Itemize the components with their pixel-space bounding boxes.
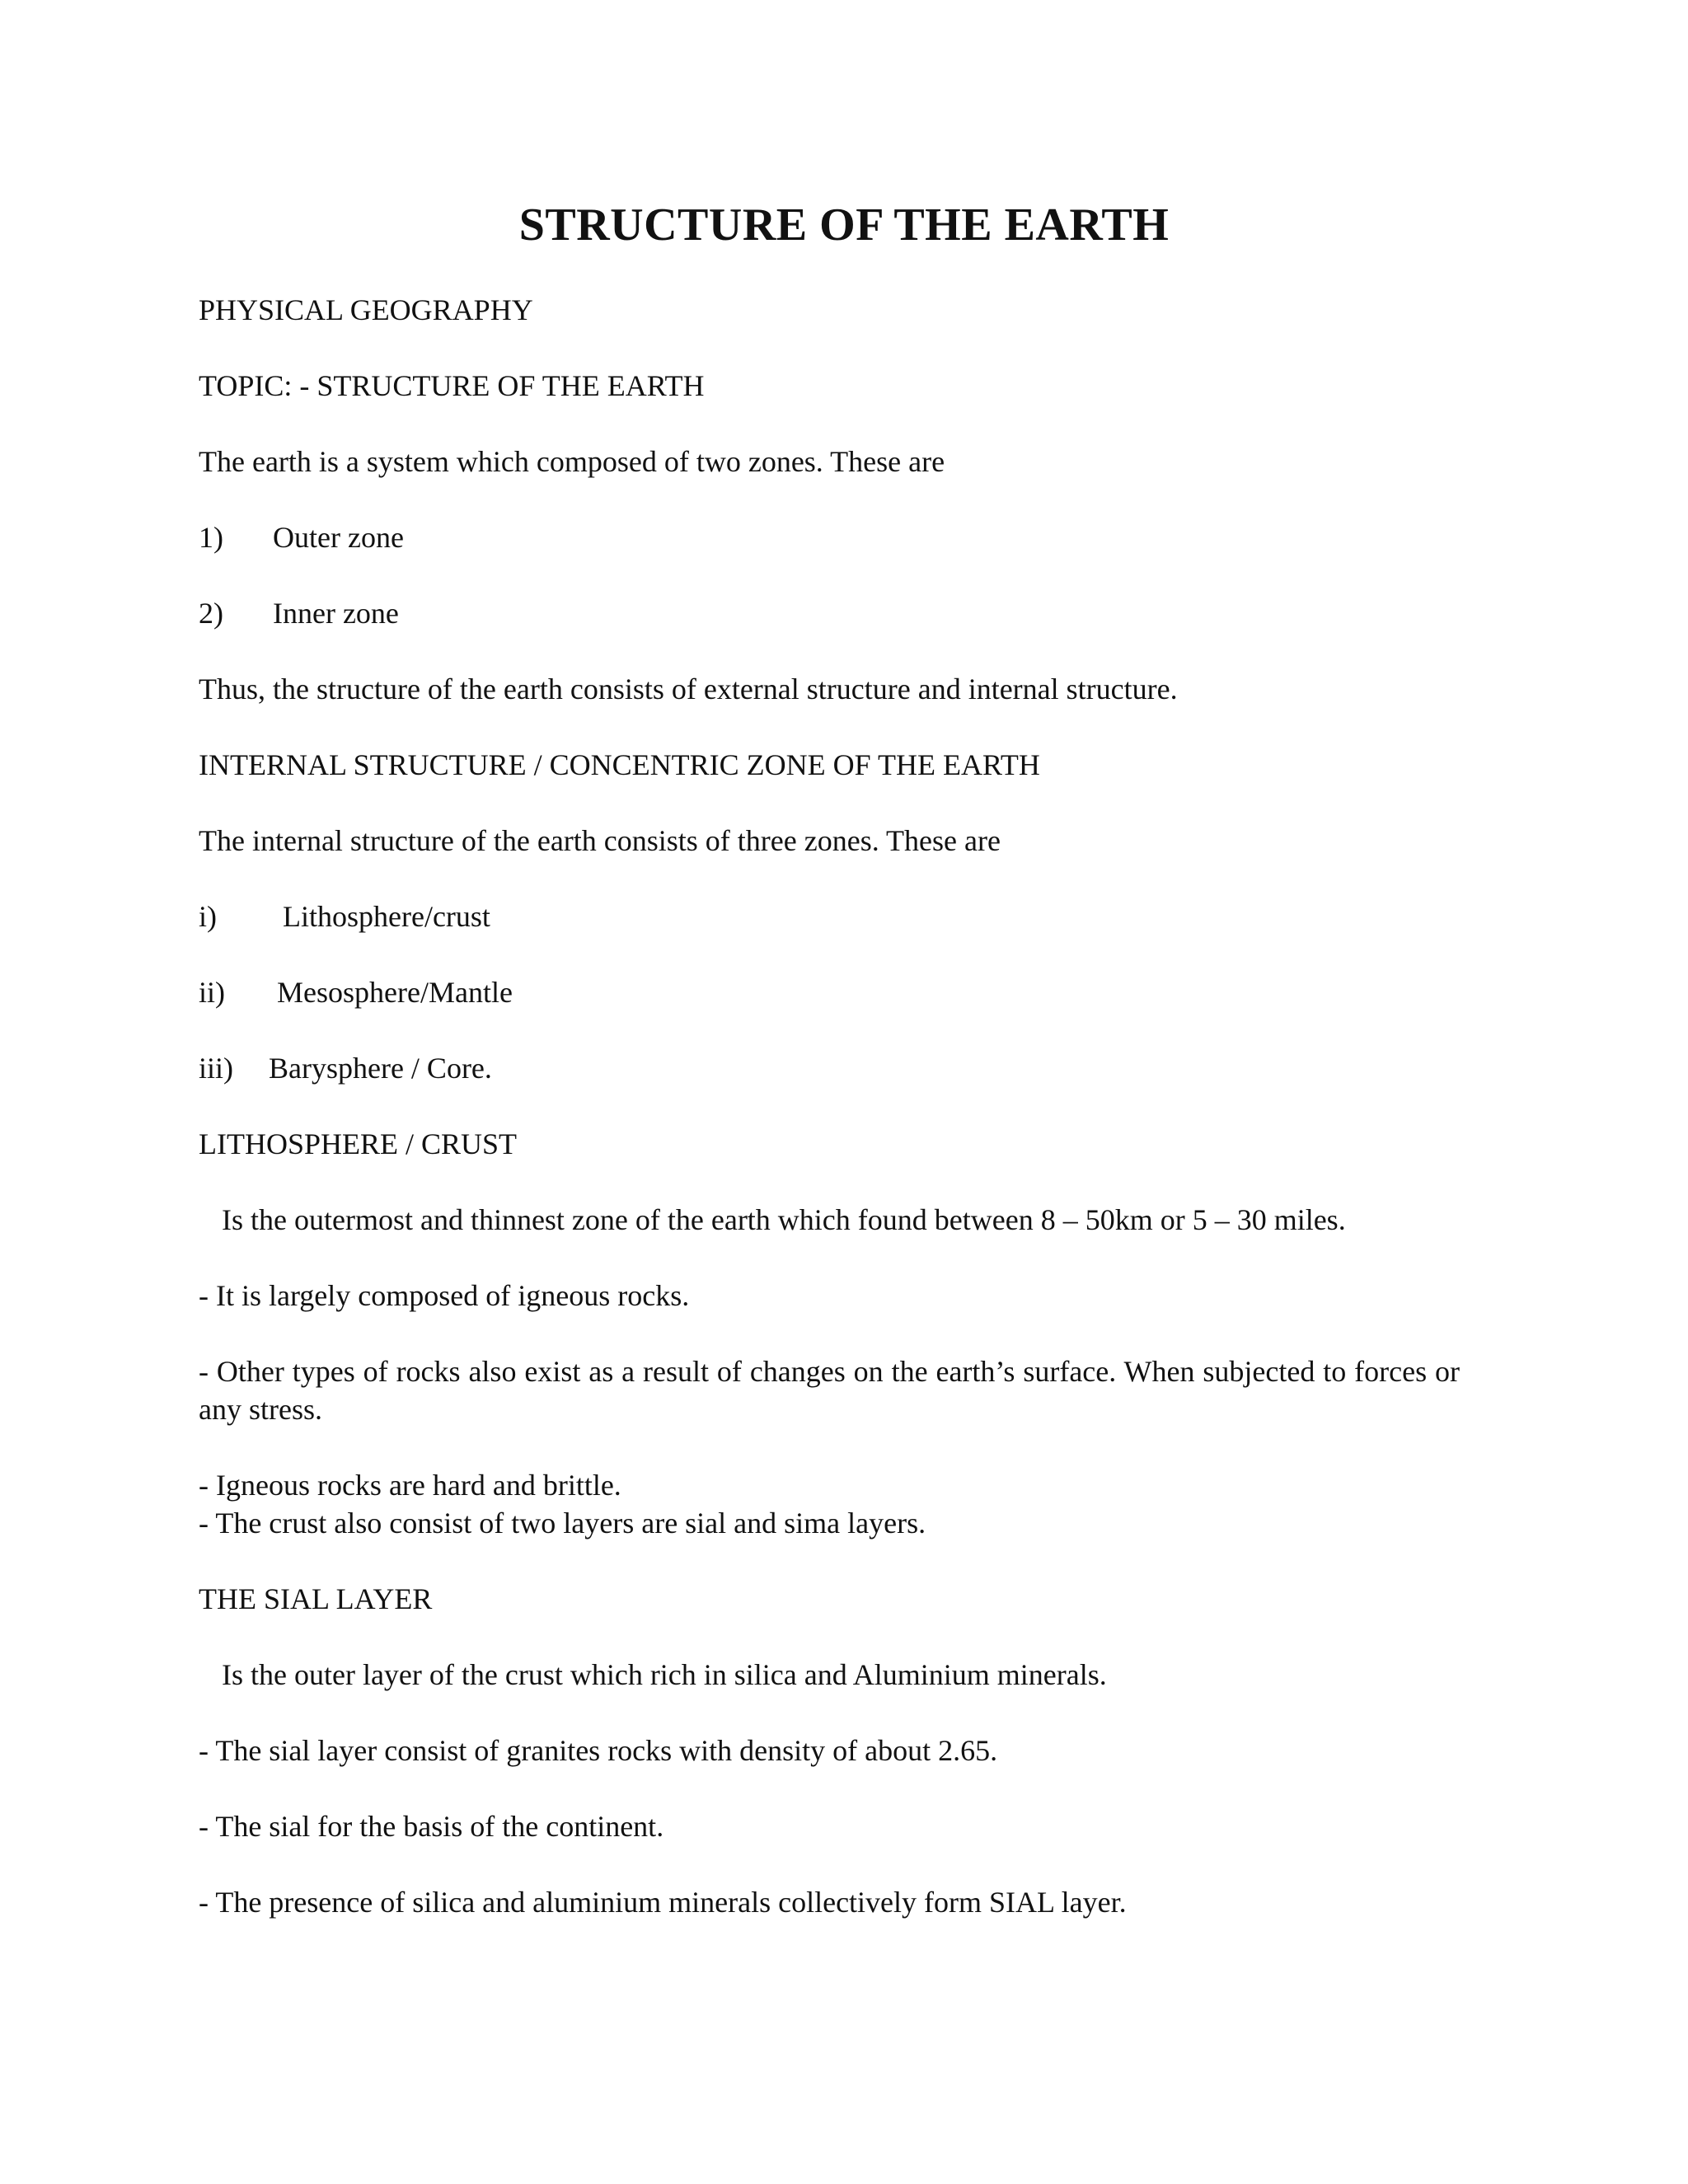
list-item-number: 2) (199, 597, 223, 630)
list-item (199, 898, 490, 935)
list-item-label: Inner zone (273, 597, 399, 630)
bullet-point: - The presence of silica and aluminium minerals collectively form SIAL layer. (199, 1886, 1127, 1919)
list-item (199, 973, 513, 1011)
subject-line: PHYSICAL GEOGRAPHY (199, 293, 533, 326)
section-heading-lithosphere: LITHOSPHERE / CRUST (199, 1127, 518, 1160)
summary-paragraph: Thus, the structure of the earth consists of external structure and internal structure. (199, 673, 1178, 705)
internal-intro-paragraph: The internal structure of the earth consists of three zones. These are (199, 824, 1001, 857)
bullet-point: - The sial for the basis of the continent. (199, 1810, 664, 1843)
section-heading-internal: INTERNAL STRUCTURE / CONCENTRIC ZONE OF THE EARTH (199, 748, 1040, 781)
bullet-point: - Other types of rocks also exist as a result of changes on the earth’s surface. When subjected to forces or any stress. (199, 1355, 1460, 1426)
list-item-number: 1) (199, 521, 223, 554)
bullet-point: - The crust also consist of two layers are sial and sima layers. (199, 1507, 926, 1540)
list-item (199, 1049, 492, 1087)
list-item (199, 594, 399, 632)
list-item-label: Barysphere / Core. (269, 1052, 492, 1085)
section-heading-sial: THE SIAL LAYER (199, 1582, 433, 1615)
list-item-label: Mesosphere/Mantle (277, 976, 513, 1009)
page-title: STRUCTURE OF THE EARTH (518, 199, 1170, 251)
list-item-label: Lithosphere/crust (283, 900, 490, 933)
bullet-point: - Igneous rocks are hard and brittle. (199, 1469, 621, 1502)
bullet-point: - It is largely composed of igneous rocks. (199, 1279, 690, 1312)
bullet-point: - The sial layer consist of granites rocks with density of about 2.65. (199, 1734, 998, 1767)
topic-line: TOPIC: - STRUCTURE OF THE EARTH (199, 369, 705, 402)
list-item-label: Outer zone (273, 521, 404, 554)
intro-paragraph: The earth is a system which composed of two zones. These are (199, 445, 945, 478)
list-item-number: iii) (199, 1052, 233, 1085)
sial-definition: Is the outer layer of the crust which rich in silica and Aluminium minerals. (222, 1658, 1107, 1691)
list-item (199, 518, 404, 556)
list-item-number: ii) (199, 976, 225, 1009)
list-item-number: i) (199, 900, 217, 933)
lithosphere-definition: Is the outermost and thinnest zone of the earth which found between 8 – 50km or 5 – 30 miles. (222, 1203, 1346, 1236)
